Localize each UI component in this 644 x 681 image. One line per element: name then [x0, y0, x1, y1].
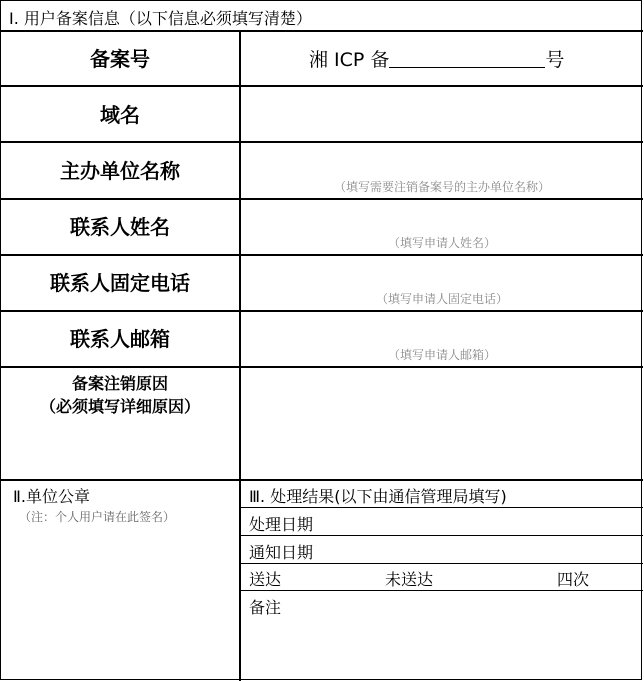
label-cancel-reason-note: （必须填写详细原因） — [39, 397, 200, 416]
divider — [241, 535, 643, 536]
domain-field[interactable] — [241, 87, 641, 141]
divider — [241, 507, 643, 508]
seal-signature-area[interactable] — [3, 526, 237, 679]
contact-email-hint[interactable]: （填写申请人邮箱） — [387, 348, 496, 362]
label-cancel-reason: 备案注销原因 — [71, 374, 168, 393]
label-record-number: 备案号 — [90, 47, 150, 71]
divider — [1, 310, 643, 312]
divider — [1, 254, 643, 256]
divider — [1, 141, 643, 143]
divider — [1, 198, 643, 200]
times-label: 四次 — [557, 570, 590, 589]
divider — [1, 479, 643, 481]
divider — [1, 30, 643, 32]
record-number-field[interactable] — [309, 45, 564, 72]
divider — [241, 590, 643, 591]
icp-suffix: 号 — [545, 49, 565, 71]
contact-phone-hint[interactable]: （填写申请人固定电话） — [375, 292, 508, 306]
section1-title: Ⅰ. 用户备案信息（以下信息必须填写清楚） — [9, 9, 312, 28]
label-domain: 域名 — [100, 103, 140, 127]
remarks-label: 备注 — [249, 598, 282, 617]
notify-date-label: 通知日期 — [249, 543, 314, 562]
section2-note: （注：个人用户请在此签名） — [19, 510, 176, 524]
icp-prefix: 湘 ICP 备 — [309, 49, 390, 71]
not-delivered-label: 未送达 — [385, 570, 434, 589]
organizer-name-hint[interactable]: （填写需要注销备案号的主办单位名称） — [333, 180, 550, 194]
section2-title: Ⅱ.单位公章 — [13, 487, 90, 506]
label-contact-name: 联系人姓名 — [70, 215, 170, 239]
delivered-label: 送达 — [249, 570, 282, 589]
label-contact-email: 联系人邮箱 — [70, 327, 170, 351]
divider — [241, 563, 643, 564]
label-organizer-name: 主办单位名称 — [60, 159, 180, 183]
label-contact-phone: 联系人固定电话 — [50, 271, 190, 295]
cancel-reason-field[interactable] — [241, 368, 641, 478]
section3-title: Ⅲ. 处理结果(以下由通信管理局填写) — [249, 487, 507, 506]
contact-name-hint[interactable]: （填写申请人姓名） — [387, 236, 496, 250]
process-date-label: 处理日期 — [249, 515, 314, 534]
record-number-blank[interactable] — [389, 47, 545, 68]
